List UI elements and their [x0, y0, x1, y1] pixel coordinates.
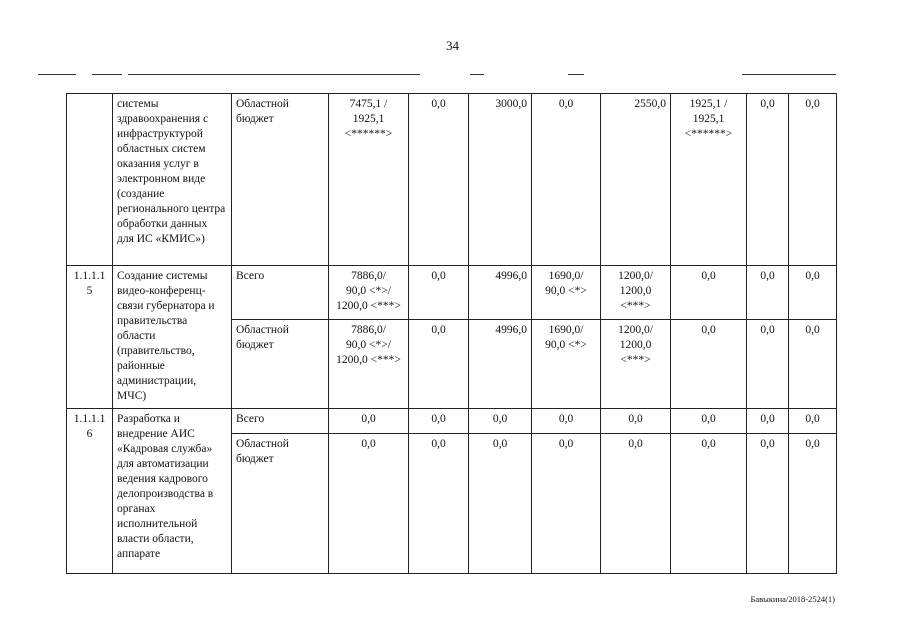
page-number: 34 [446, 38, 459, 53]
total-cell: 7475,1 / 1925,1 <******> [329, 94, 409, 266]
year-cell: 0,0 [747, 320, 789, 409]
year-cell: 0,0 [409, 409, 469, 434]
year-cell: 0,0 [532, 409, 601, 434]
year-cell: 1200,0/ 1200,0 <***> [601, 266, 671, 320]
year-cell: 0,0 [789, 320, 837, 409]
year-cell: 0,0 [789, 266, 837, 320]
year-cell: 0,0 [532, 94, 601, 266]
year-cell: 0,0 [747, 434, 789, 574]
year-cell: 1200,0/ 1200,0 <***> [601, 320, 671, 409]
source-cell: Областной бюджет [232, 434, 329, 574]
table-row [67, 94, 837, 266]
year-cell: 0,0 [409, 94, 469, 266]
source-cell: Всего [232, 266, 329, 320]
year-cell: 0,0 [409, 320, 469, 409]
year-cell: 0,0 [671, 434, 747, 574]
year-cell: 4996,0 [469, 320, 532, 409]
year-cell: 0,0 [671, 409, 747, 434]
code-cell [67, 94, 113, 266]
name-cell: Разработка и внедрение АИС «Кадровая служба» для автоматизации ведения кадрового делопроизводства в органах исполнительной власти области, аппарате [113, 409, 232, 574]
header-rule [38, 74, 76, 75]
name-cell: Создание системы видео-конференц-связи губернатора и правительства области (правительство, районные администрации, МЧС) [113, 266, 232, 409]
source-cell: Областной бюджет [232, 320, 329, 409]
year-cell: 0,0 [671, 266, 747, 320]
footer-code: Бавыкина/2018-2524(1) [750, 594, 835, 604]
source-cell: Областной бюджет [232, 94, 329, 266]
year-cell: 0,0 [747, 409, 789, 434]
year-cell: 1925,1 / 1925,1 <******> [671, 94, 747, 266]
year-cell: 3000,0 [469, 94, 532, 266]
year-cell: 0,0 [469, 409, 532, 434]
year-cell: 0,0 [747, 94, 789, 266]
header-rule [92, 74, 122, 75]
year-cell: 1690,0/ 90,0 <*> [532, 266, 601, 320]
year-cell: 1690,0/ 90,0 <*> [532, 320, 601, 409]
year-cell: 0,0 [789, 94, 837, 266]
header-rule [568, 74, 584, 75]
year-cell: 2550,0 [601, 94, 671, 266]
year-cell: 0,0 [601, 434, 671, 574]
total-cell: 7886,0/ 90,0 <*>/ 1200,0 <***> [329, 320, 409, 409]
header-rule [128, 74, 420, 75]
year-cell: 0,0 [532, 434, 601, 574]
year-cell: 0,0 [789, 434, 837, 574]
total-cell: 7886,0/ 90,0 <*>/ 1200,0 <***> [329, 266, 409, 320]
year-cell: 0,0 [469, 434, 532, 574]
name-cell: системы здравоохранения с инфраструктурой областных систем оказания услуг в электронном виде (создание регионального центра обработки данных для ИС «КМИС») [113, 94, 232, 266]
year-cell: 0,0 [747, 266, 789, 320]
table-row [67, 266, 837, 320]
year-cell: 0,0 [789, 409, 837, 434]
year-cell: 0,0 [409, 434, 469, 574]
year-cell: 0,0 [601, 409, 671, 434]
header-rule [470, 74, 484, 75]
code-cell: 1.1.1.1 5 [67, 266, 113, 409]
source-cell: Всего [232, 409, 329, 434]
header-rule [742, 74, 836, 75]
year-cell: 4996,0 [469, 266, 532, 320]
table-row [67, 409, 837, 434]
year-cell: 0,0 [671, 320, 747, 409]
year-cell: 0,0 [409, 266, 469, 320]
budget-table [66, 93, 837, 574]
code-cell: 1.1.1.1 6 [67, 409, 113, 574]
total-cell: 0,0 [329, 409, 409, 434]
total-cell: 0,0 [329, 434, 409, 574]
